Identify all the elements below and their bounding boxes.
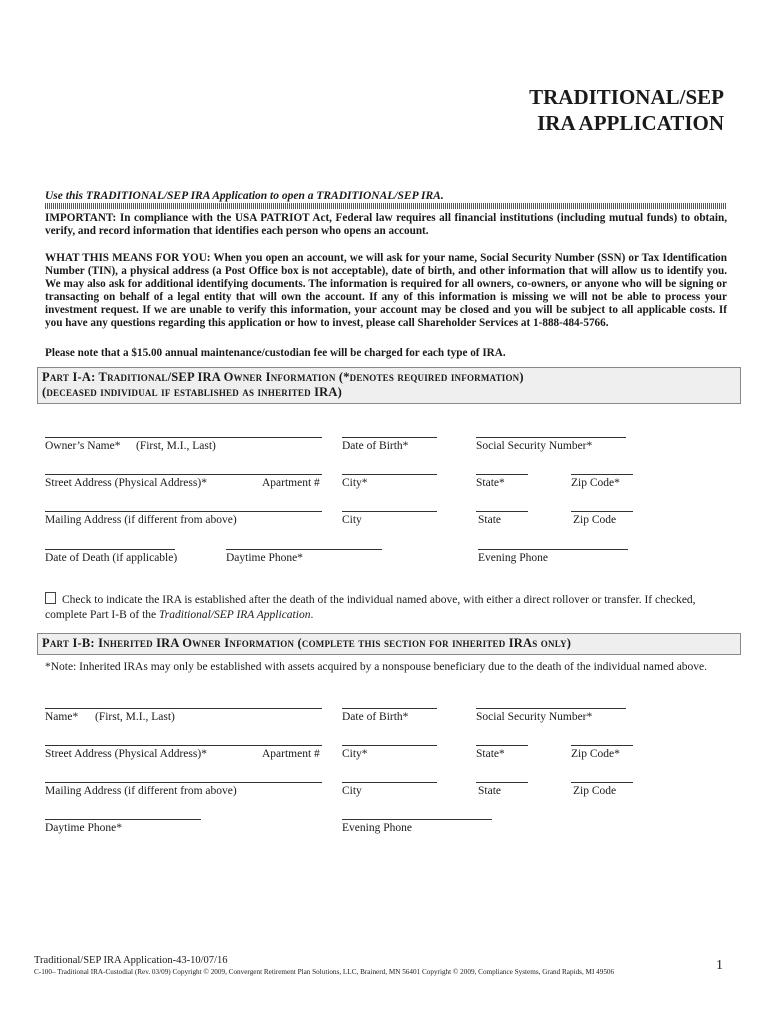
inherited-checkbox-text: Check to indicate the IRA is established after the death of the individual named above, with either a direct rollover or transfer. If checked, complete Part I-B of the: [45, 594, 696, 621]
owner-ssn-field[interactable]: [476, 437, 626, 438]
owner-daytime-phone-field[interactable]: [226, 549, 382, 550]
inherited-mailing-state-label: State: [478, 785, 501, 797]
inherited-checkbox-form-name: Traditional/SEP IRA Application: [159, 609, 311, 621]
important-notice: IMPORTANT: In compliance with the USA PATRIOT Act, Federal law requires all financial institutions (including mutual funds) to obtain, verify, and record information that identifies each person who opens an account.: [45, 212, 727, 237]
owner-mailing-zip-field[interactable]: [571, 511, 633, 512]
what-this-means-notice: WHAT THIS MEANS FOR YOU: When you open an account, we will ask for your name, Social Security Number (SSN) or Tax Identification Number (TIN), a physical address (a Post Office box is not acceptable), date of birth, and other information that will allow us to identify you. We may also ask for additional identifying documents. The information is required for all owners, co-owners, or anyone who will be signing or transacting on behalf of a legal entity that will own the account. If any of this information is missing we will not be able to process your investment request. If we are unable to verify this information, your account may be closed and you will be subject to all applicable costs. If you have any questions regarding this application or how to invest, please call Shareholder Services at 1-888-484-5766.: [45, 252, 727, 329]
inherited-dob-field[interactable]: [342, 708, 437, 709]
owner-city-label: City*: [342, 477, 368, 489]
part-ib-heading: Part I-B: Inherited IRA Owner Information (complete this section for inherited IRAs only): [37, 633, 741, 655]
owner-street-label: Street Address (Physical Address)*: [45, 477, 207, 489]
owner-evening-phone-label: Evening Phone: [478, 552, 548, 564]
owner-mailing-city-field[interactable]: [342, 511, 437, 512]
inherited-mailing-city-label: City: [342, 785, 362, 797]
owner-apartment-label: Apartment #: [262, 477, 320, 489]
fee-note: Please note that a $15.00 annual maintenance/custodian fee will be charged for each type of IRA.: [45, 347, 506, 359]
inherited-name-label: Name*: [45, 711, 79, 723]
intro-text: Use this TRADITIONAL/SEP IRA Application to open a TRADITIONAL/SEP IRA.: [45, 190, 444, 202]
owner-name-field[interactable]: [45, 437, 322, 438]
inherited-checkbox-row: [45, 592, 735, 623]
hatched-divider: [45, 203, 727, 209]
inherited-mailing-field[interactable]: [45, 782, 322, 783]
inherited-mailing-state-field[interactable]: [476, 782, 528, 783]
form-title-line1: TRADITIONAL/SEP: [529, 85, 724, 109]
inherited-ssn-label: Social Security Number*: [476, 711, 593, 723]
inherited-state-field[interactable]: [476, 745, 528, 746]
inherited-dob-label: Date of Birth*: [342, 711, 409, 723]
owner-ssn-label: Social Security Number*: [476, 440, 593, 452]
inherited-daytime-phone-label: Daytime Phone*: [45, 822, 122, 834]
date-of-death-field[interactable]: [45, 549, 175, 550]
inherited-street-label: Street Address (Physical Address)*: [45, 748, 207, 760]
owner-zip-field[interactable]: [571, 474, 633, 475]
inherited-ssn-field[interactable]: [476, 708, 626, 709]
inherited-zip-label: Zip Code*: [571, 748, 620, 760]
inherited-zip-field[interactable]: [571, 745, 633, 746]
inherited-evening-phone-field[interactable]: [342, 819, 492, 820]
owner-mailing-label: Mailing Address (if different from above): [45, 514, 237, 526]
inherited-checkbox-period: .: [310, 609, 314, 621]
inherited-ira-checkbox[interactable]: [45, 592, 56, 604]
inherited-street-field[interactable]: [45, 745, 322, 746]
inherited-daytime-phone-field[interactable]: [45, 819, 201, 820]
owner-mailing-city-label: City: [342, 514, 362, 526]
footer-copyright: C-100– Traditional IRA-Custodial (Rev. 03/09) Copyright © 2009, Convergent Retirement Plan Solutions, LLC, Brainerd, MN 56401 Copyright © 2009, Compliance Systems, Grand Rapids, MI 49506: [34, 968, 615, 976]
inherited-name-format-label: (First, M.I., Last): [95, 711, 175, 723]
owner-dob-field[interactable]: [342, 437, 437, 438]
owner-mailing-zip-label: Zip Code: [573, 514, 617, 526]
owner-daytime-phone-label: Daytime Phone*: [226, 552, 303, 564]
inherited-evening-phone-label: Evening Phone: [342, 822, 412, 834]
owner-name-format-label: (First, M.I., Last): [136, 440, 216, 452]
form-title-line2: IRA APPLICATION: [537, 111, 724, 135]
owner-city-field[interactable]: [342, 474, 437, 475]
inherited-state-label: State*: [476, 748, 505, 760]
inherited-mailing-label: Mailing Address (if different from above): [45, 785, 237, 797]
footer-form-id: Traditional/SEP IRA Application-43-10/07/16: [34, 955, 228, 966]
owner-zip-label: Zip Code*: [571, 477, 620, 489]
owner-state-field[interactable]: [476, 474, 528, 475]
date-of-death-label: Date of Death (if applicable): [45, 552, 178, 564]
page-number: 1: [716, 958, 723, 973]
owner-name-label: Owner’s Name*: [45, 440, 121, 452]
inherited-city-field[interactable]: [342, 745, 437, 746]
owner-street-field[interactable]: [45, 474, 322, 475]
inherited-apartment-label: Apartment #: [262, 748, 320, 760]
inherited-name-field[interactable]: [45, 708, 322, 709]
owner-mailing-field[interactable]: [45, 511, 322, 512]
part-ia-heading-line1: Part I-A: Traditional/SEP IRA Owner Information (*denotes required information): [42, 370, 524, 384]
part-ib-note: *Note: Inherited IRAs may only be established with assets acquired by a nonspouse beneficiary due to the death of the individual named above.: [45, 661, 708, 673]
owner-dob-label: Date of Birth*: [342, 440, 409, 452]
inherited-mailing-zip-field[interactable]: [571, 782, 633, 783]
owner-mailing-state-label: State: [478, 514, 501, 526]
inherited-mailing-city-field[interactable]: [342, 782, 437, 783]
part-ia-heading-line2: (deceased individual if established as inherited IRA): [42, 385, 342, 399]
owner-state-label: State*: [476, 477, 505, 489]
part-ia-heading: [37, 367, 741, 404]
owner-evening-phone-field[interactable]: [478, 549, 628, 550]
owner-mailing-state-field[interactable]: [476, 511, 528, 512]
inherited-mailing-zip-label: Zip Code: [573, 785, 617, 797]
inherited-city-label: City*: [342, 748, 368, 760]
